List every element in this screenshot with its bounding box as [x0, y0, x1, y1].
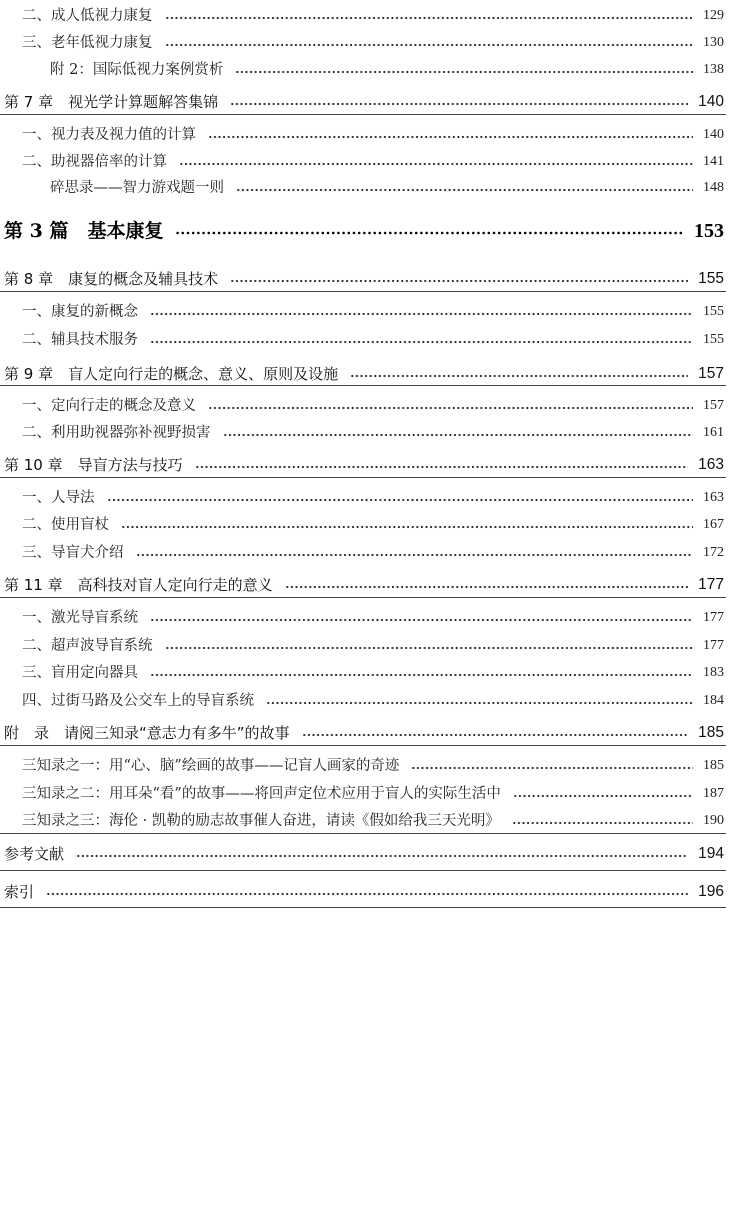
toc-entry-page-number: 177: [698, 576, 724, 593]
toc-chapter-entry: [0, 880, 730, 904]
toc-section-entry: [0, 421, 730, 445]
toc-entry-page-number: 153: [694, 220, 724, 242]
dot-leader: [150, 606, 693, 630]
toc-entry-page-number: 157: [698, 365, 724, 382]
toc-entry-page-number: 129: [703, 8, 724, 23]
dot-leader: [350, 362, 688, 386]
toc-section-entry: [0, 394, 730, 418]
chapter-divider: [0, 833, 726, 834]
toc-entry-page-number: 155: [698, 270, 724, 287]
dot-leader: [411, 754, 693, 778]
toc-section-entry: [0, 328, 730, 352]
chapter-divider: [0, 907, 726, 908]
toc-chapter-entry: [0, 721, 730, 745]
dot-leader: [208, 394, 693, 418]
toc-entry-page-number: 184: [703, 693, 724, 708]
toc-section-entry: [0, 541, 730, 565]
chapter-divider: [0, 870, 726, 871]
dot-leader: [208, 123, 693, 147]
toc-entry-page-number: 185: [703, 758, 724, 773]
toc-entry-title: 第 9 章 盲人定向行走的概念、意义、原则及设施: [4, 365, 339, 383]
toc-entry-page-number: 161: [703, 425, 724, 440]
dot-leader: [266, 689, 693, 713]
toc-entry-page-number: 157: [703, 398, 724, 413]
toc-entry-page-number: 163: [698, 456, 724, 473]
toc-entry-title: 第 10 章 导盲方法与技巧: [4, 456, 183, 474]
toc-entry-title: 三、盲用定向器具: [22, 665, 138, 681]
dot-leader: [230, 90, 688, 114]
toc-entry-page-number: 194: [698, 845, 724, 862]
toc-entry-page-number: 177: [703, 638, 724, 653]
toc-entry-title: 一、人导法: [22, 490, 95, 506]
toc-section-entry: [0, 606, 730, 630]
toc-entry-title: 三、导盲犬介绍: [22, 545, 124, 561]
toc-entry-page-number: 172: [703, 545, 724, 560]
dot-leader: [236, 176, 693, 200]
toc-entry-page-number: 138: [703, 62, 724, 77]
dot-leader: [165, 31, 694, 55]
toc-entry-title: 三、老年低视力康复: [22, 35, 153, 51]
toc-entry-title: 三知录之一：用“心、脑”绘画的故事——记盲人画家的奇迹: [22, 758, 400, 774]
toc-section-entry: [0, 809, 730, 833]
toc-chapter-entry: [0, 842, 730, 866]
dot-leader: [150, 661, 693, 685]
dot-leader: [179, 150, 693, 174]
toc-entry-title: 二、助视器倍率的计算: [22, 154, 167, 170]
toc-entry-title: 四、过街马路及公交车上的导盲系统: [22, 693, 254, 709]
dot-leader: [76, 842, 688, 866]
dot-leader: [107, 486, 694, 510]
toc-entry-page-number: 163: [703, 490, 724, 505]
toc-entry-title: 第 11 章 高科技对盲人定向行走的意义: [4, 576, 273, 594]
toc-chapter-entry: [0, 453, 730, 477]
dot-leader: [512, 809, 693, 833]
toc-section-entry: [0, 782, 730, 806]
toc-entry-page-number: 140: [698, 93, 724, 110]
chapter-divider: [0, 385, 726, 386]
dot-leader: [46, 880, 688, 904]
dot-leader: [165, 634, 694, 658]
toc-entry-title: 碎思录——智力游戏题一则: [50, 180, 224, 196]
toc-entry-page-number: 141: [703, 154, 724, 169]
toc-entry-title: 索引: [4, 883, 35, 901]
dot-leader: [150, 328, 693, 352]
dot-leader: [513, 782, 693, 806]
toc-section-entry: [0, 31, 730, 55]
toc-entry-page-number: 185: [698, 724, 724, 741]
dot-leader: [285, 573, 689, 597]
toc-entry-page-number: 167: [703, 517, 724, 532]
toc-entry-title: 一、康复的新概念: [22, 304, 138, 320]
dot-leader: [235, 58, 693, 82]
toc-entry-page-number: 140: [703, 127, 724, 142]
dot-leader: [150, 300, 693, 324]
dot-leader: [136, 541, 694, 565]
toc-entry-title: 三知录之二：用耳朵“看”的故事——将回声定位术应用于盲人的实际生活中: [22, 786, 501, 802]
toc-chapter-entry: [0, 573, 730, 597]
toc-entry-title: 二、使用盲杖: [22, 517, 109, 533]
toc-entry-title: 一、激光导盲系统: [22, 610, 138, 626]
toc-entry-title: 附 录 请阅三知录“意志力有多牛”的故事: [4, 724, 290, 742]
toc-part-entry: [0, 215, 730, 247]
toc-section-entry: [0, 689, 730, 713]
toc-section-entry: [0, 4, 730, 28]
toc-entry-title: 二、辅具技术服务: [22, 332, 138, 348]
toc-entry-title: 二、成人低视力康复: [22, 8, 153, 24]
dot-leader: [223, 421, 694, 445]
toc-entry-title: 第 3 篇 基本康复: [4, 220, 164, 242]
toc-section-entry: [0, 754, 730, 778]
chapter-divider: [0, 114, 726, 115]
toc-entry-page-number: 187: [703, 786, 724, 801]
dot-leader: [195, 453, 689, 477]
toc-chapter-entry: [0, 267, 730, 291]
toc-entry-title: 二、超声波导盲系统: [22, 638, 153, 654]
toc-entry-page-number: 196: [698, 883, 724, 900]
toc-entry-page-number: 190: [703, 813, 724, 828]
toc-section-entry: [0, 176, 730, 200]
chapter-divider: [0, 597, 726, 598]
toc-chapter-entry: [0, 362, 730, 386]
toc-entry-page-number: 183: [703, 665, 724, 680]
toc-section-entry: [0, 634, 730, 658]
toc-entry-title: 附 2：国际低视力案例赏析: [50, 62, 224, 78]
toc-entry-page-number: 155: [703, 304, 724, 319]
toc-section-entry: [0, 661, 730, 685]
dot-leader: [121, 513, 693, 537]
toc-entry-title: 三知录之三：海伦 · 凯勒的励志故事催人奋进，请读《假如给我三天光明》: [22, 813, 500, 829]
chapter-divider: [0, 477, 726, 478]
chapter-divider: [0, 291, 726, 292]
toc-entry-page-number: 130: [703, 35, 724, 50]
toc-chapter-entry: [0, 90, 730, 114]
toc-entry-title: 一、定向行走的概念及意义: [22, 398, 196, 414]
toc-entry-title: 第 8 章 康复的概念及辅具技术: [4, 270, 219, 288]
toc-section-entry: [0, 123, 730, 147]
toc-entry-title: 参考文献: [4, 845, 65, 863]
toc-entry-title: 一、视力表及视力值的计算: [22, 127, 196, 143]
toc-section-entry: [0, 513, 730, 537]
dot-leader: [165, 4, 694, 28]
toc-section-entry: [0, 300, 730, 324]
dot-leader: [230, 267, 688, 291]
toc-entry-page-number: 148: [703, 180, 724, 195]
chapter-divider: [0, 745, 726, 746]
toc-entry-page-number: 155: [703, 332, 724, 347]
toc-section-entry: [0, 58, 730, 82]
toc-section-entry: [0, 486, 730, 510]
toc-section-entry: [0, 150, 730, 174]
dot-leader: [175, 215, 684, 247]
toc-entry-title: 第 7 章 视光学计算题解答集锦: [4, 93, 219, 111]
toc-entry-page-number: 177: [703, 610, 724, 625]
toc-entry-title: 二、利用助视器弥补视野损害: [22, 425, 211, 441]
dot-leader: [302, 721, 689, 745]
